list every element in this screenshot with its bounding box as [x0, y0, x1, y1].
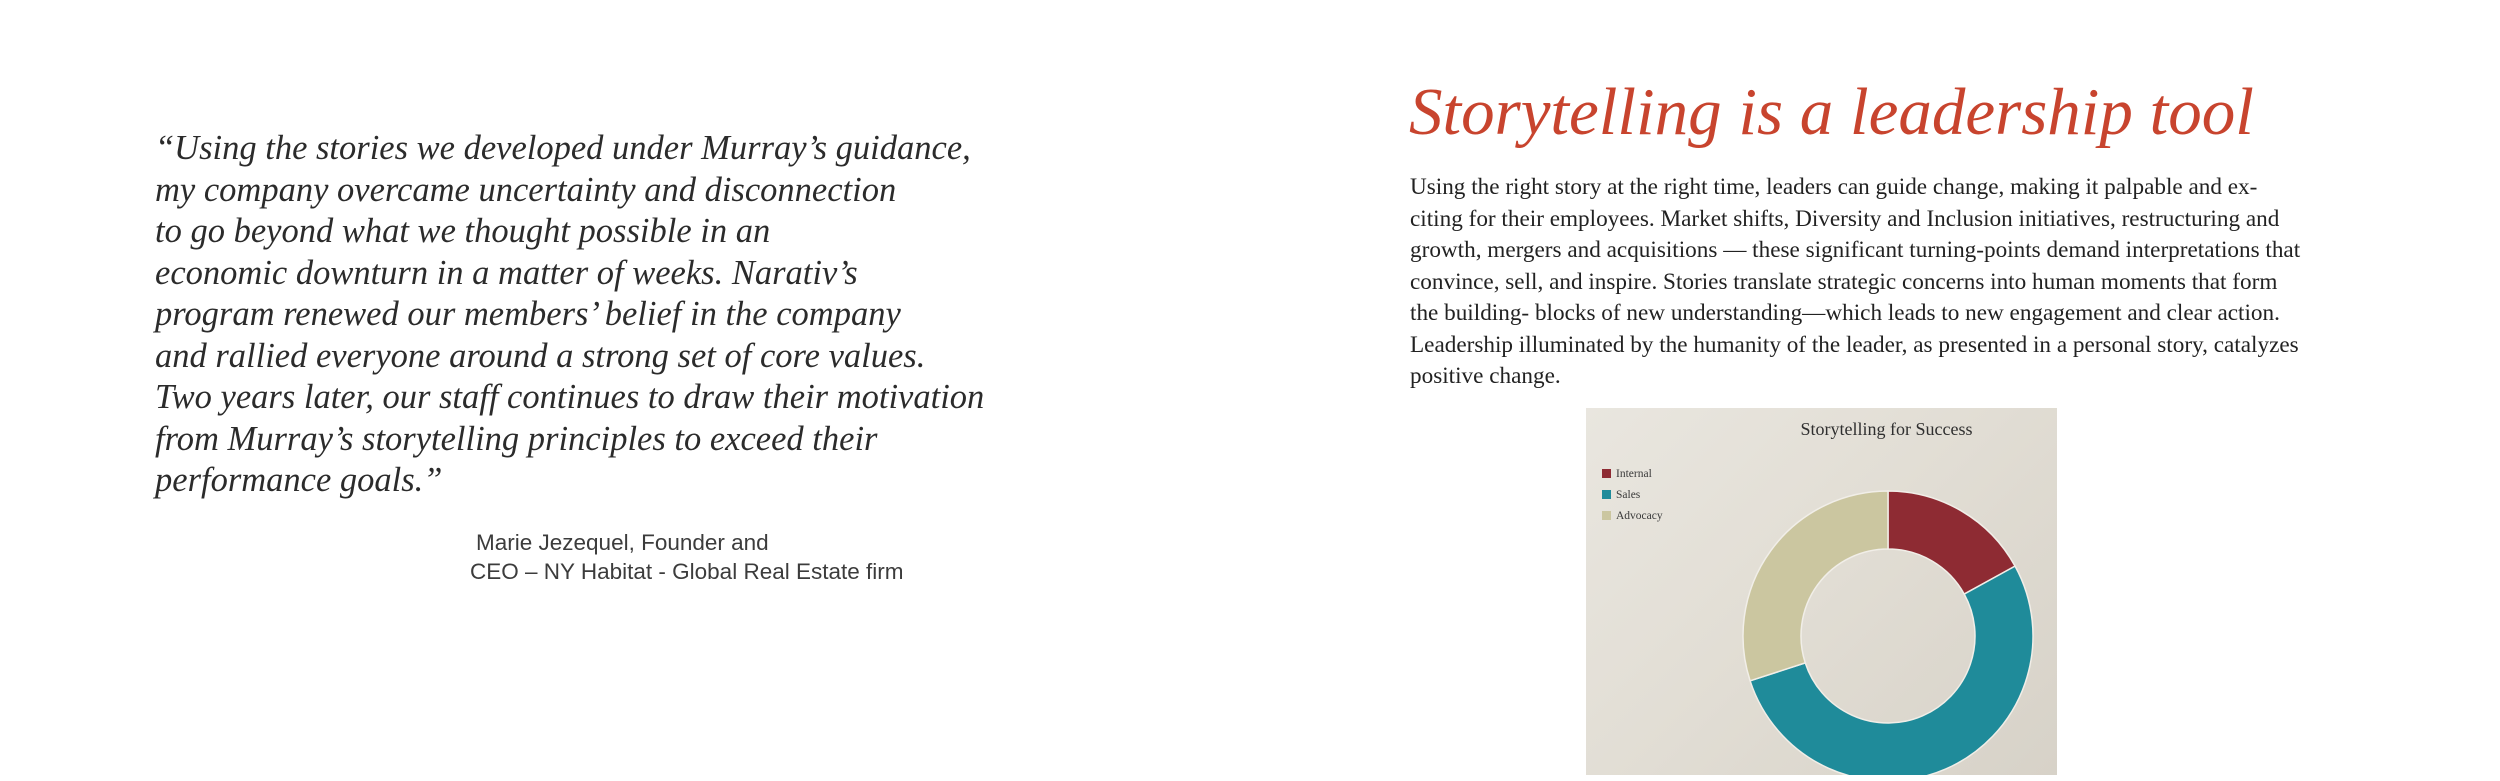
legend-item-sales [1602, 484, 1663, 505]
legend-item-advocacy [1602, 505, 1663, 526]
legend-swatch [1602, 511, 1611, 520]
legend-swatch [1602, 490, 1611, 499]
chart-title: Storytelling for Success [1800, 419, 1973, 439]
section-title: Storytelling is a leadership tool [1409, 75, 2254, 149]
body-line: Using the right story at the right time, leaders can guide change, making it palpable and ex- [1410, 174, 2258, 200]
donut-slice-advocacy [1743, 491, 1888, 681]
body-line: Leadership illuminated by the humanity of the leader, as presented in a personal story, catalyzes [1410, 331, 2299, 358]
legend-label: Advocacy [1616, 509, 1663, 522]
quote-line: my company overcame uncertainty and disconnection [155, 170, 897, 209]
testimonial-quote [155, 128, 1035, 502]
body-line: growth, mergers and acquisitions — these significant turning-points demand interpretations that [1410, 237, 2301, 263]
quote-attribution [470, 528, 990, 586]
quote-line: performance goals.” [155, 461, 443, 499]
legend-label: Internal [1616, 467, 1652, 480]
quote-line: economic downturn in a matter of weeks. Narativ’s [155, 253, 858, 292]
quote-line: and rallied everyone around a strong set of core values. [155, 336, 926, 375]
quote-line: from Murray’s storytelling principles to exceed their [155, 419, 878, 458]
body-line: positive change. [1410, 363, 1561, 389]
legend-item-internal [1602, 463, 1663, 484]
quote-line: program renewed our members’ belief in the company [155, 295, 901, 333]
legend-swatch [1602, 469, 1611, 478]
chart-legend [1602, 463, 1663, 526]
quote-line: to go beyond what we thought possible in an [155, 212, 771, 250]
body-line: the building- blocks of new understanding—which leads to new engagement and clear action. [1410, 300, 2280, 326]
quote-line: Two years later, our staff continues to draw their motivation [155, 378, 985, 416]
attribution-line: Marie Jezequel, Founder and [476, 530, 769, 555]
section-body [1410, 172, 2430, 393]
body-line: convince, sell, and inspire. Stories translate strategic concerns into human moments that form [1410, 268, 2278, 295]
legend-label: Sales [1616, 488, 1641, 501]
quote-line: “Using the stories we developed under Murray’s guidance, [155, 129, 971, 167]
chart-photo [1586, 408, 2057, 775]
body-line: citing for their employees. Market shifts, Diversity and Inclusion initiatives, restructuring and [1410, 205, 2280, 232]
attribution-line: CEO – NY Habitat - Global Real Estate firm [470, 559, 904, 584]
